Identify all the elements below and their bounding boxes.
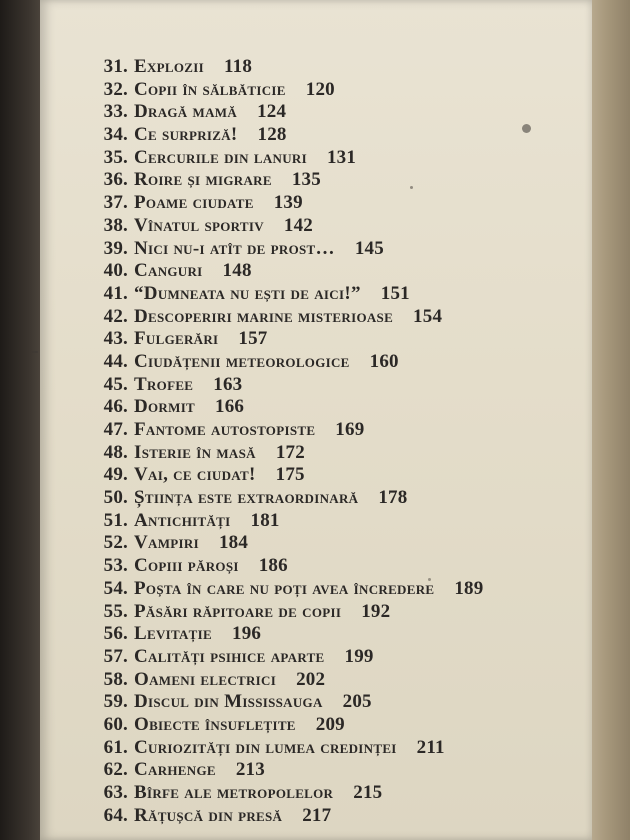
toc-entry	[80, 578, 483, 601]
entry-title: Discul din Mississauga	[134, 691, 323, 713]
toc-entry	[80, 56, 483, 79]
toc-entry	[80, 714, 483, 737]
toc-entry	[80, 215, 483, 238]
toc-entry	[80, 646, 483, 669]
entry-title: Fulgerări	[134, 328, 219, 350]
entry-number: 57.	[103, 645, 128, 667]
entry-page-number: 175	[275, 464, 305, 486]
entry-page-number: 135	[291, 169, 321, 191]
entry-title: Copii în sălbăticie	[134, 78, 286, 100]
entry-page-number: 217	[302, 804, 332, 826]
toc-entry	[80, 79, 483, 102]
toc-entry	[80, 283, 483, 306]
entry-title: Cercurile din lanuri	[134, 146, 307, 168]
entry-title: Roire și migrare	[134, 169, 272, 191]
entry-title: Curiozități din lumea credinței	[134, 736, 397, 758]
entry-number: 41.	[103, 282, 128, 304]
entry-title: Levitație	[134, 623, 212, 645]
toc-entry	[80, 306, 483, 329]
entry-number: 49.	[103, 464, 128, 486]
entry-number: 51.	[103, 509, 128, 531]
entry-number: 44.	[103, 350, 128, 372]
entry-title: Vai, ce ciudat!	[134, 464, 256, 486]
paper-speck	[522, 124, 531, 133]
entry-page-number: 157	[238, 328, 268, 350]
toc-entry	[80, 169, 483, 192]
entry-title: Dragă mamă	[134, 101, 238, 123]
entry-title: Poșta în care nu poți avea încredere	[134, 577, 435, 599]
entry-page-number: 192	[361, 600, 391, 622]
toc-entry	[80, 260, 483, 283]
entry-title: Păsări răpitoare de copii	[134, 600, 342, 622]
entry-page-number: 142	[283, 214, 314, 236]
entry-page-number: 211	[416, 736, 445, 758]
entry-number: 38.	[103, 214, 128, 236]
entry-title: Carhenge	[134, 759, 216, 781]
toc-entry	[80, 147, 483, 170]
toc-entry	[80, 782, 483, 805]
entry-number: 48.	[103, 441, 128, 463]
toc-entry	[80, 669, 483, 692]
entry-title: Copiii păroși	[134, 555, 239, 577]
entry-page-number: 213	[235, 759, 265, 781]
toc-entry	[80, 691, 483, 714]
entry-title: Explozii	[134, 56, 204, 77]
entry-title: Ciudățenii meteorologice	[134, 350, 350, 372]
entry-page-number: 199	[344, 645, 374, 667]
entry-number: 60.	[103, 713, 128, 735]
entry-title: Nici nu-i atît de prost…	[134, 237, 335, 259]
entry-number: 34.	[103, 124, 128, 146]
entry-title: Ce surpriză!	[134, 124, 238, 146]
entry-title: Rățușcă din presă	[134, 804, 283, 826]
entry-title: Dormit	[134, 396, 196, 418]
toc-entry	[80, 374, 483, 397]
entry-page-number: 120	[305, 78, 335, 100]
entry-page-number: 151	[380, 282, 410, 304]
entry-page-number: 186	[258, 555, 288, 577]
toc-entry	[80, 351, 483, 374]
entry-number: 40.	[103, 260, 128, 282]
entry-number: 56.	[103, 623, 128, 645]
toc-entry	[80, 555, 483, 578]
entry-number: 32.	[103, 78, 128, 100]
toc-entry	[80, 510, 483, 533]
entry-title: “Dumneata nu ești de aici!”	[134, 282, 361, 304]
entry-title: Isterie în masă	[134, 441, 256, 463]
entry-page-number: 145	[354, 237, 384, 259]
entry-page-number: 128	[257, 124, 287, 146]
entry-number: 62.	[103, 759, 128, 781]
entry-page-number: 178	[378, 487, 408, 509]
entry-title: Bîrfe ale metropolelor	[134, 782, 334, 803]
toc-entry	[80, 737, 483, 760]
entry-number: 37.	[103, 192, 128, 214]
toc-entry	[80, 238, 483, 261]
entry-number: 33.	[103, 101, 128, 123]
entry-title: Descoperiri marine misterioase	[134, 305, 394, 327]
entry-page-number: 131	[326, 146, 357, 168]
entry-number: 53.	[103, 555, 128, 577]
toc-entry	[80, 805, 483, 828]
entry-number: 47.	[103, 419, 128, 440]
entry-title: Oameni electrici	[134, 668, 277, 690]
entry-page-number: 181	[250, 509, 280, 531]
toc-entry	[80, 192, 483, 215]
entry-number: 42.	[103, 305, 128, 327]
entry-title: Trofee	[134, 373, 194, 395]
entry-page-number: 169	[335, 419, 365, 440]
entry-number: 54.	[103, 577, 128, 599]
entry-number: 55.	[103, 600, 128, 622]
toc-entry	[80, 124, 483, 147]
entry-number: 59.	[103, 691, 128, 713]
paper-speck	[32, 351, 38, 353]
entry-page-number: 154	[413, 305, 443, 327]
entry-title: Canguri	[134, 260, 203, 282]
toc-entry	[80, 328, 483, 351]
entry-number: 63.	[103, 782, 128, 803]
entry-page-number: 163	[213, 373, 243, 395]
book-spine-shadow	[0, 0, 40, 840]
entry-number: 52.	[103, 532, 128, 554]
adjacent-page-edge	[590, 0, 630, 840]
table-of-contents	[80, 56, 483, 827]
book-page	[40, 0, 592, 840]
toc-entry	[80, 396, 483, 419]
toc-entry	[80, 487, 483, 510]
toc-entry	[80, 601, 483, 624]
entry-page-number: 124	[257, 101, 287, 123]
entry-title: Calități psihice aparte	[134, 645, 325, 667]
entry-title: Știința este extraordinară	[134, 487, 359, 509]
entry-title: Poame ciudate	[134, 192, 254, 214]
entry-page-number: 196	[232, 623, 262, 645]
toc-entry	[80, 464, 483, 487]
entry-page-number: 184	[218, 532, 249, 554]
toc-entry	[80, 101, 483, 124]
entry-title: Fantome autostopiste	[134, 419, 316, 440]
entry-page-number: 189	[454, 577, 484, 599]
entry-page-number: 209	[315, 713, 345, 735]
entry-number: 50.	[103, 487, 128, 509]
entry-page-number: 172	[275, 441, 305, 463]
entry-number: 45.	[103, 373, 128, 395]
entry-number: 46.	[103, 396, 128, 418]
entry-number: 64.	[103, 804, 128, 826]
entry-page-number: 160	[369, 350, 399, 372]
toc-entry	[80, 623, 483, 646]
entry-page-number: 202	[296, 668, 326, 690]
entry-title: Antichități	[134, 509, 231, 531]
entry-number: 43.	[103, 328, 128, 350]
entry-page-number: 205	[342, 691, 372, 713]
entry-page-number: 139	[273, 192, 303, 214]
entry-page-number: 215	[353, 782, 383, 803]
entry-number: 39.	[103, 237, 128, 259]
toc-entry	[80, 532, 483, 555]
toc-entry	[80, 442, 483, 465]
entry-page-number: 118	[223, 56, 253, 77]
entry-number: 31.	[103, 56, 128, 77]
entry-page-number: 148	[222, 260, 252, 282]
entry-number: 58.	[103, 668, 128, 690]
entry-number: 35.	[103, 146, 128, 168]
entry-number: 36.	[103, 169, 128, 191]
entry-page-number: 166	[215, 396, 245, 418]
toc-entry	[80, 759, 483, 782]
entry-title: Obiecte însuflețite	[134, 713, 296, 735]
entry-title: Vînatul sportiv	[134, 214, 264, 236]
toc-entry	[80, 419, 483, 442]
entry-number: 61.	[103, 736, 128, 758]
entry-title: Vampiri	[134, 532, 199, 554]
